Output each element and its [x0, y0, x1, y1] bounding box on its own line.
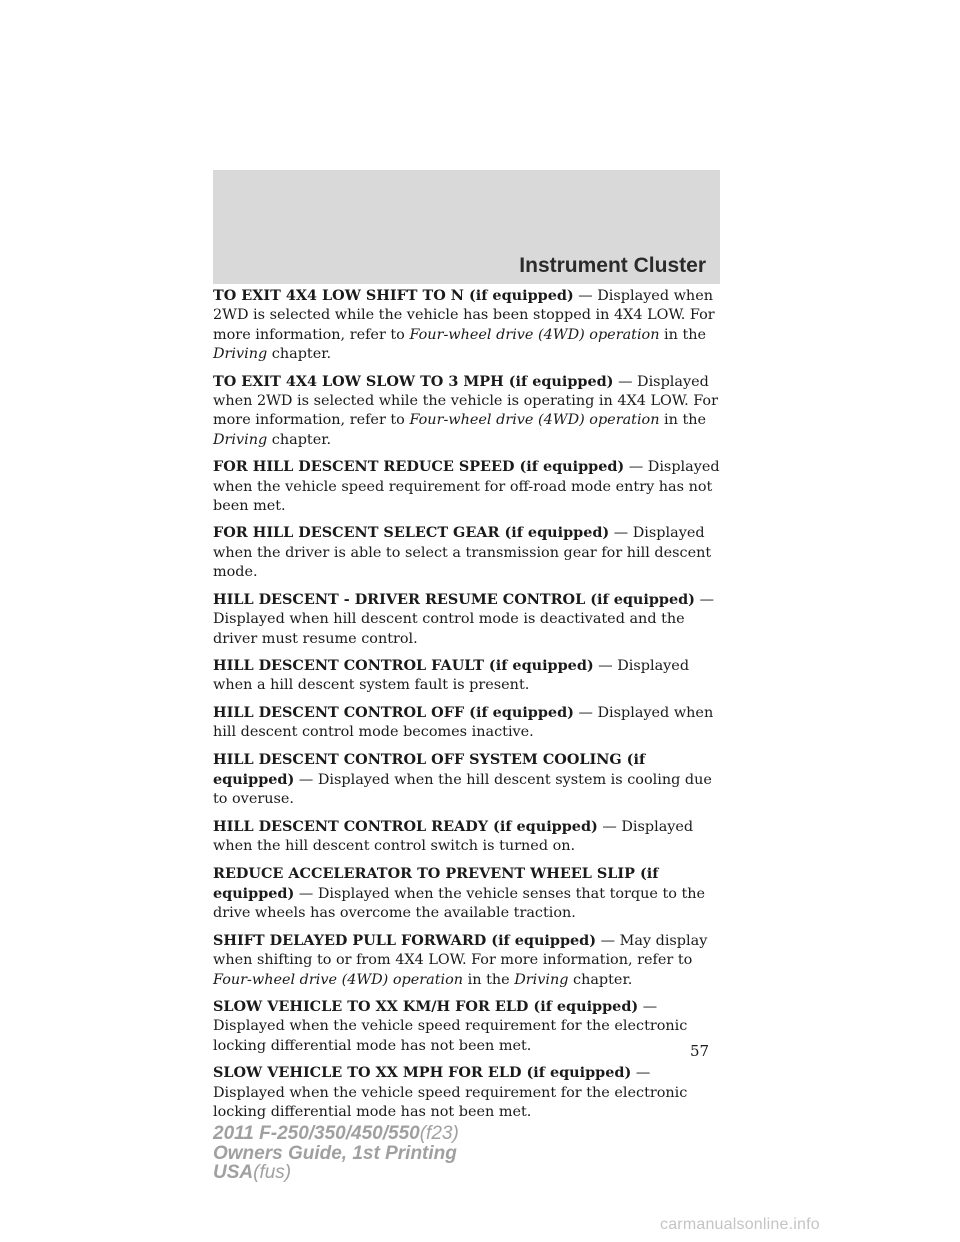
message-entry	[213, 656, 725, 696]
message-desc: — Displayed when the vehicle senses that torque to the drive wheels has overcome the available traction.	[213, 885, 706, 922]
message-term: FOR HILL DESCENT REDUCE SPEED (if equipped)	[213, 458, 625, 476]
message-entry	[213, 372, 725, 451]
chapter-reference: Driving	[213, 346, 268, 363]
message-entry	[213, 523, 725, 582]
footer-model: 2011 F-250/350/450/550	[213, 1123, 420, 1144]
watermark: carmanualsonline.info	[660, 1216, 820, 1233]
message-desc: — Displayed when the vehicle speed requirement for the electronic locking differential mode has not been met.	[213, 1065, 688, 1121]
message-entry	[213, 703, 725, 743]
message-term: HILL DESCENT CONTROL FAULT (if equipped)	[213, 656, 594, 674]
message-term: HILL DESCENT - DRIVER RESUME CONTROL (if equipped)	[213, 590, 695, 608]
message-desc: — Displayed when the hill descent control switch is turned on.	[213, 818, 694, 855]
message-term: FOR HILL DESCENT SELECT GEAR (if equipped)	[213, 524, 610, 542]
message-desc: — Displayed when the hill descent system is cooling due to overuse.	[213, 771, 712, 808]
message-desc: in the	[463, 971, 515, 988]
footer-market-code: (fus)	[253, 1162, 292, 1183]
cross-reference: Four-wheel drive (4WD) operation	[213, 971, 464, 988]
message-desc: — Displayed when the vehicle speed requirement for off-road mode entry has not been met.	[213, 459, 720, 515]
message-desc: — Displayed when 2WD is selected while the vehicle has been stopped in 4X4 LOW. For more information, refer to	[213, 288, 715, 343]
footer-line-market	[213, 1163, 459, 1183]
message-term: SLOW VEHICLE TO XX MPH FOR ELD (if equipped)	[213, 1064, 632, 1082]
message-entry	[213, 750, 725, 810]
footer-line-printing: Owners Guide, 1st Printing	[213, 1142, 457, 1164]
message-desc: — Displayed when hill descent control mode becomes inactive.	[213, 704, 714, 741]
message-desc: chapter.	[267, 346, 332, 363]
message-desc: in the	[659, 412, 707, 429]
footer-line-model	[213, 1124, 459, 1144]
message-desc: chapter.	[267, 431, 332, 448]
message-term: SLOW VEHICLE TO XX KM/H FOR ELD (if equipped)	[213, 998, 639, 1015]
message-entry	[213, 1063, 725, 1122]
message-term: TO EXIT 4X4 LOW SHIFT TO N (if equipped)	[213, 287, 574, 304]
message-term: TO EXIT 4X4 LOW SLOW TO 3 MPH (if equipped)	[213, 372, 614, 390]
message-term: REDUCE ACCELERATOR TO PREVENT WHEEL SLIP (if equipped)	[213, 864, 659, 902]
message-term: SHIFT DELAYED PULL FORWARD (if equipped)	[213, 931, 597, 949]
footer-market: USA	[213, 1162, 254, 1183]
print-footer	[213, 1124, 459, 1183]
chapter-reference: Driving	[514, 971, 569, 988]
message-list	[213, 286, 725, 1129]
page-number: 57	[690, 1042, 710, 1060]
section-title: Instrument Cluster	[519, 254, 706, 277]
message-entry	[213, 457, 725, 516]
message-entry	[213, 590, 725, 649]
footer-model-code: (f23)	[419, 1123, 459, 1144]
message-term: HILL DESCENT CONTROL OFF SYSTEM COOLING (if equipped)	[213, 750, 646, 788]
message-entry	[213, 286, 725, 365]
message-entry	[213, 864, 725, 924]
chapter-reference: Driving	[213, 431, 268, 448]
section-header-band	[213, 170, 720, 284]
message-desc: in the	[659, 326, 707, 343]
message-desc: — Displayed when 2WD is selected while the vehicle is operating in 4X4 LOW. For more information, refer to	[213, 373, 718, 429]
message-desc: chapter.	[568, 971, 633, 988]
message-desc: — Displayed when the vehicle speed requirement for the electronic locking differential mode has not been met.	[213, 999, 688, 1054]
message-term: HILL DESCENT CONTROL OFF (if equipped)	[213, 703, 574, 721]
message-term: HILL DESCENT CONTROL READY (if equipped)	[213, 817, 598, 835]
message-desc: — Displayed when a hill descent system fault is present.	[213, 657, 690, 694]
cross-reference: Four-wheel drive (4WD) operation	[409, 412, 660, 429]
message-entry	[213, 997, 725, 1056]
cross-reference: Four-wheel drive (4WD) operation	[409, 326, 660, 343]
message-entry	[213, 931, 725, 990]
message-desc: — Displayed when hill descent control mode is deactivated and the driver must resume control.	[213, 591, 714, 647]
message-entry	[213, 817, 725, 857]
message-desc: — May display when shifting to or from 4X4 LOW. For more information, refer to	[213, 932, 708, 969]
message-desc: — Displayed when the driver is able to select a transmission gear for hill descent mode.	[213, 525, 712, 581]
